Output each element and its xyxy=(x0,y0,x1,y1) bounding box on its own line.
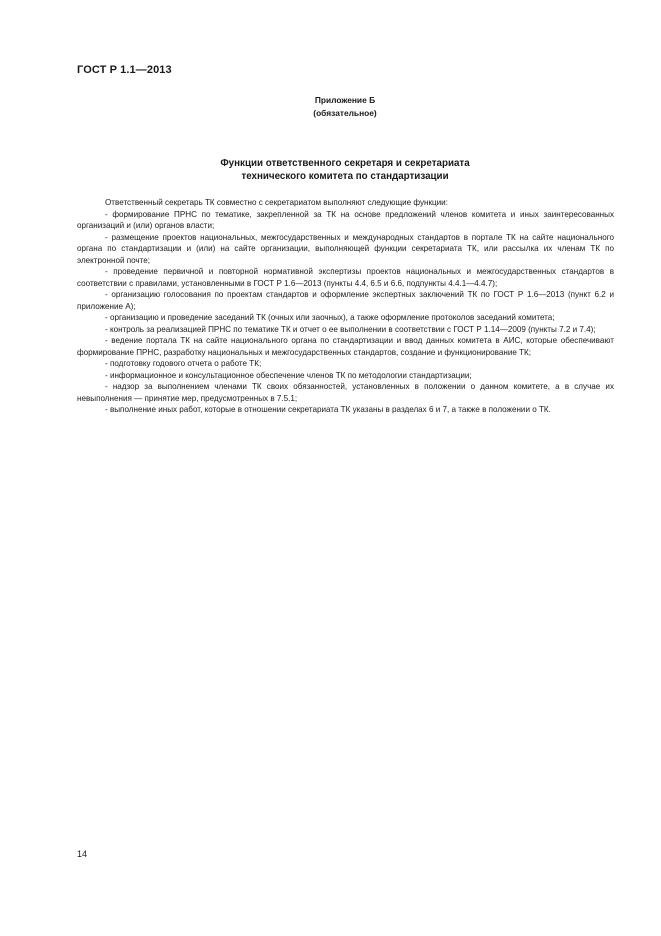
list-item: - размещение проектов национальных, межгосударственных и международных стандартов в портале ТК на сайте национального органа по стандартизации и (или) на сайте организации, выполняющей функции секретариата ТК, или рассылка их членам ТК по электронной почте; xyxy=(77,232,614,265)
annex-title: Приложение Б xyxy=(314,95,376,105)
list-item: - надзор за выполнением членами ТК своих обязанностей, установленных в положении о данном комитете, а в случае их невыполнения — принятие мер, предусмотренных в 7.5.1; xyxy=(77,382,614,403)
list-item: - ведение портала ТК на сайте национального органа по стандартизации и ввод данных комитета в АИС, которые обеспечивают формирование ПРНС, разработку национальных и межгосударственных стандартов, создание и функционирование ТК; xyxy=(77,336,614,357)
list-item: - выполнение иных работ, которые в отношении секретариата ТК указаны в разделах 6 и 7, а также в положении о ТК. xyxy=(105,405,551,414)
annex-status: (обязательное) xyxy=(313,108,377,118)
heading-line-1: Функции ответственного секретаря и секретариата xyxy=(220,158,470,169)
intro-paragraph: Ответственный секретарь ТК совместно с секретариатом выполняют следующие функции: xyxy=(105,198,448,207)
heading-line-2: технического комитета по стандартизации xyxy=(241,171,449,182)
list-item: - информационное и консультационное обеспечение членов ТК по методологии стандартизации; xyxy=(105,370,472,380)
list-item: - подготовку годового отчета о работе ТК; xyxy=(105,359,262,368)
annex-block xyxy=(250,94,440,120)
body-text xyxy=(77,197,614,416)
list-item: - формирование ПРНС по тематике, закрепленной за ТК на основе предложений членов комитета и иных заинтересованных организаций и (или) органов власти; xyxy=(77,209,614,230)
list-item: - организацию голосования по проектам стандартов и оформление экспертных заключений ТК по ГОСТ Р 1.6—2013 (пункт 6.2 и приложение А); xyxy=(77,290,614,311)
list-item: - проведение первичной и повторной нормативной экспертизы проектов национальных и межгосударственных стандартов в соответствии с правилами, установленными в ГОСТ Р 1.6—2013 (пункты 4.4, 6.5 и 6.6, подпункты 4.4.1—4.4.7); xyxy=(77,267,614,288)
section-heading xyxy=(150,157,540,183)
page-number: 14 xyxy=(77,849,88,859)
list-item: - контроль за реализацией ПРНС по тематике ТК и отчет о ее выполнении в соответствии с ГОСТ Р 1.14—2009 (пункты 7.2 и 7.4); xyxy=(105,324,596,334)
list-item: - организацию и проведение заседаний ТК (очных или заочных), а также оформление протоколов заседаний комитета; xyxy=(105,313,555,322)
standard-designation: ГОСТ Р 1.1—2013 xyxy=(77,64,172,76)
